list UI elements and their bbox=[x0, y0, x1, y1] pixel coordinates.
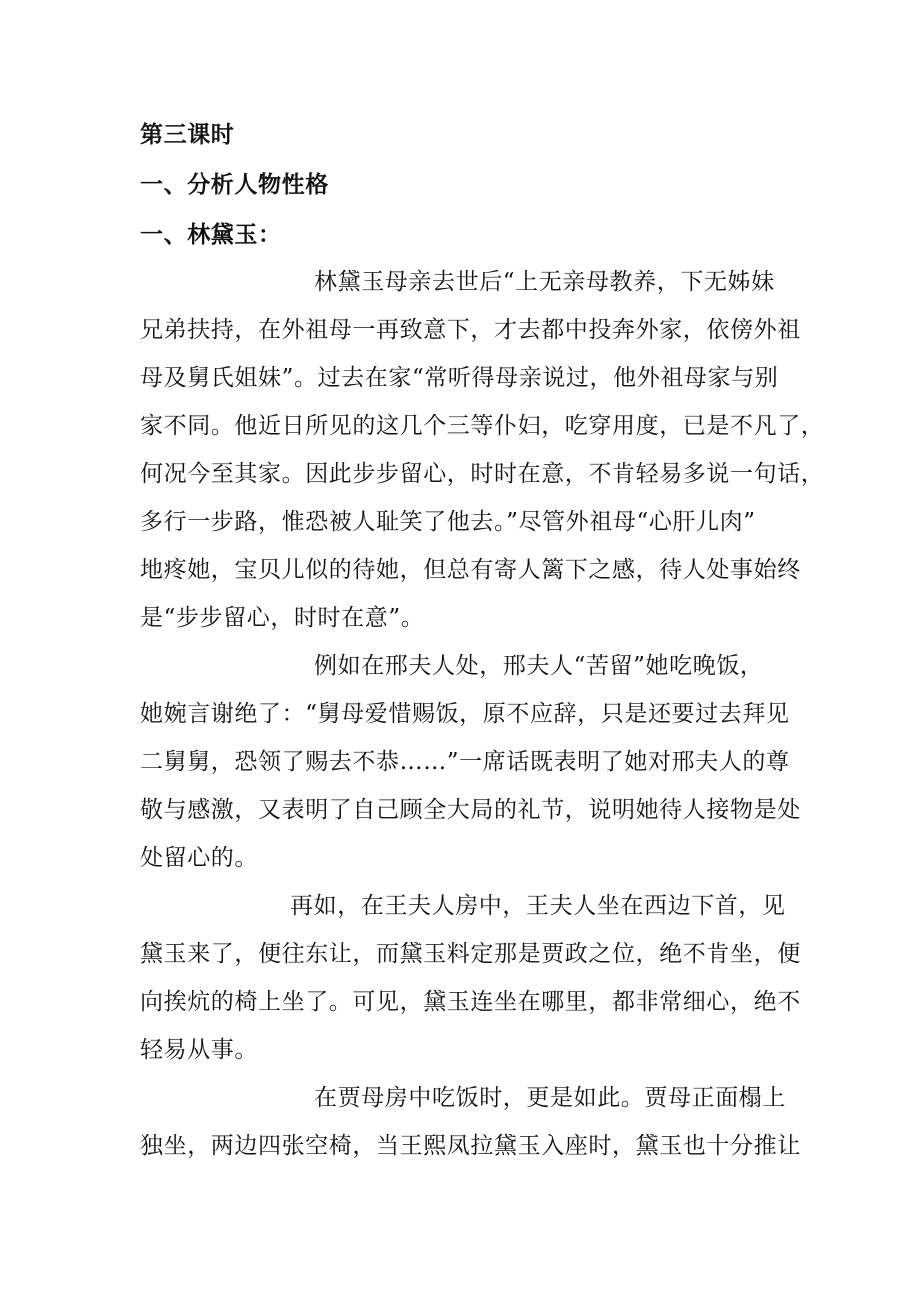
paragraph-line: 她婉言谢绝了：“舅母爱惜赐饭，原不应辞，只是还要过去拜见 bbox=[140, 701, 790, 727]
paragraph-line: 兄弟扶持，在外祖母一再致意下，才去都中投奔外家，依傍外祖 bbox=[140, 317, 801, 343]
paragraph-line: 黛玉来了，便往东让，而黛玉料定那是贾政之位，绝不肯坐，便 bbox=[140, 941, 801, 967]
paragraph-line: 地疼她，宝贝儿似的待她，但总有寄人篱下之感，待人处事始终 bbox=[140, 557, 801, 583]
paragraph-line: 独坐，两边四张空椅，当王熙凤拉黛玉入座时，黛玉也十分推让 bbox=[140, 1133, 801, 1159]
paragraph-line: 敬与感激，又表明了自己顾全大局的礼节，说明她待人接物是处 bbox=[140, 797, 801, 823]
paragraph-line: 家不同。他近日所见的这几个三等仆妇，吃穿用度，已是不凡了， bbox=[140, 413, 825, 439]
paragraph-line: 林黛玉母亲去世后“上无亲母教养，下无姊妹 bbox=[314, 269, 775, 295]
paragraph-line: 何况今至其家。因此步步留心，时时在意，不肯轻易多说一句话， bbox=[140, 461, 825, 487]
lesson-title: 第三课时 bbox=[140, 121, 235, 148]
section-heading: 一、分析人物性格 bbox=[140, 171, 329, 198]
subsection-heading: 一、林黛玉： bbox=[140, 221, 282, 248]
paragraph-line: 再如，在王夫人房中，王夫人坐在西边下首，见 bbox=[290, 893, 786, 919]
paragraph-line: 二舅舅，恐领了赐去不恭……”一席话既表明了她对邢夫人的尊 bbox=[140, 749, 790, 775]
paragraph-line: 处留心的。 bbox=[140, 845, 258, 871]
paragraph-line: 是“步步留心，时时在意”。 bbox=[140, 605, 425, 631]
paragraph-line: 轻易从事。 bbox=[140, 1037, 258, 1063]
paragraph-line: 在贾母房中吃饭时，更是如此。贾母正面榻上 bbox=[314, 1085, 786, 1111]
paragraph-line: 向挨炕的椅上坐了。可见，黛玉连坐在哪里，都非常细心，绝不 bbox=[140, 989, 801, 1015]
paragraph-line: 多行一步路，惟恐被人耻笑了他去。”尽管外祖母“心肝儿肉” bbox=[140, 509, 756, 535]
paragraph-line: 母及舅氏姐妹”。过去在家“常听得母亲说过，他外祖母家与别 bbox=[140, 365, 779, 391]
paragraph-line: 例如在邢夫人处，邢夫人“苦留”她吃晚饭， bbox=[314, 653, 764, 679]
